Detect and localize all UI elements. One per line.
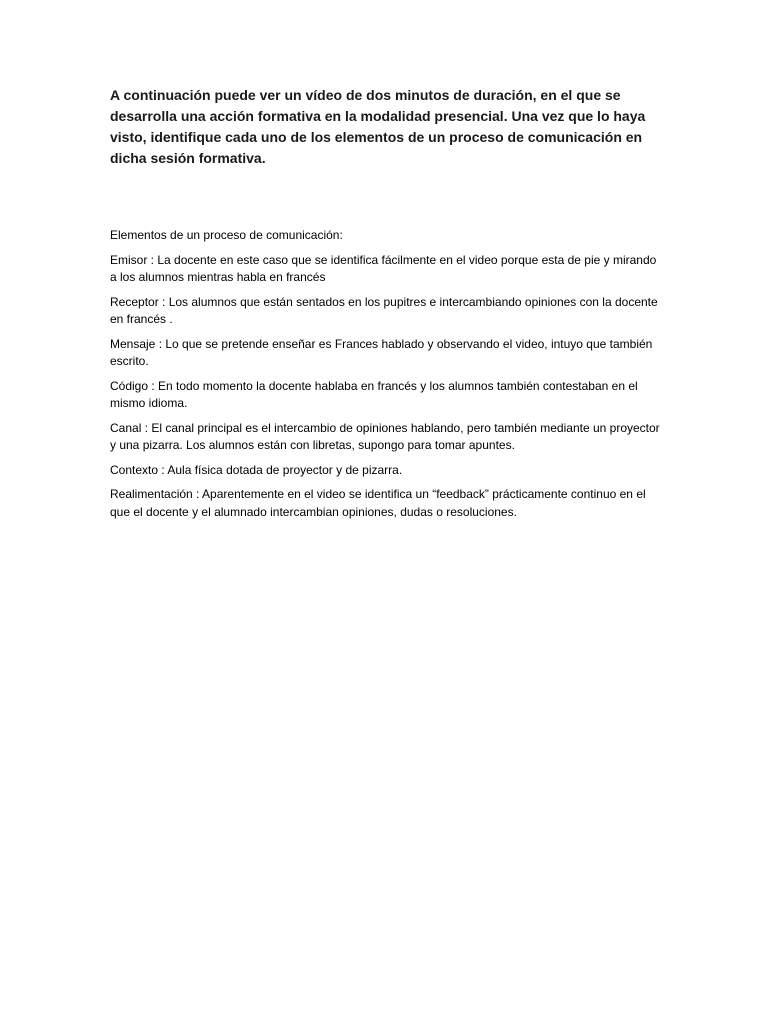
element-codigo: Código : En todo momento la docente hablaba en francés y los alumnos también contestaban en el mismo idioma.	[110, 378, 638, 410]
element-canal: Canal : El canal principal es el intercambio de opiniones hablando, pero también mediante un proyector y una pizarra. Los alumnos están con libretas, supongo para tomar apuntes.	[110, 420, 660, 452]
intro-paragraph: A continuación puede ver un vídeo de dos minutos de duración, en el que se desarrolla una acción formativa en la modalidad presencial. Una vez que lo haya visto, identifique cada uno de los elementos de un proceso de comunicación en dicha sesión formativa.	[110, 87, 646, 166]
element-realimentacion: Realimentación : Aparentemente en el video se identifica un “feedback” prácticamente continuo en el que el docente y el alumnado intercambian opiniones, dudas o resoluciones.	[110, 487, 646, 519]
element-mensaje: Mensaje : Lo que se pretende enseñar es Frances hablado y observando el video, intuyo que también escrito.	[110, 336, 653, 368]
section-heading: Elementos de un proceso de comunicación:	[110, 228, 343, 242]
element-contexto: Contexto : Aula física dotada de proyector y de pizarra.	[110, 462, 403, 477]
element-emisor: Emisor : La docente en este caso que se identifica fácilmente en el video porque esta de pie y mirando a los alumnos mientras habla en francés	[110, 252, 657, 284]
element-receptor: Receptor : Los alumnos que están sentados en los pupitres e intercambiando opiniones con la docente en francés .	[110, 294, 658, 326]
communication-elements-section	[110, 227, 662, 528]
